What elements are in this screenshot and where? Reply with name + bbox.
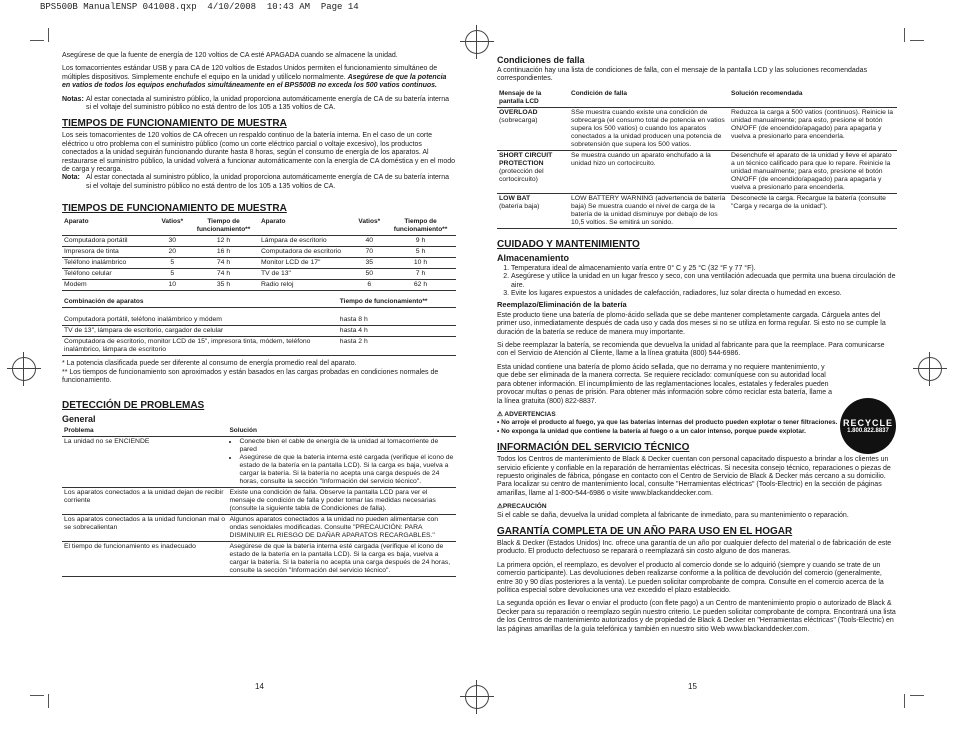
page-number: 14 (255, 682, 264, 691)
table-row (62, 514, 456, 541)
caution-label: PRECAUCIÓN (502, 503, 547, 511)
col-header: Aparato (62, 217, 157, 236)
table-row (62, 236, 456, 247)
cell: 9 h (385, 236, 456, 247)
cell: Modem (62, 280, 157, 291)
cell: Se muestra cuando un aparato enchufado a la unidad hizo un cortocircuito. (569, 150, 729, 193)
paragraph: Todos los Centros de mantenimiento de Black & Decker cuentan con personal capacitado dispuesto a brindar a los clientes un servicio eficiente y confiable en la reparación de herramientas eléctricas. Si necesita consejo técnico, reparaciones o piezas de repuesto originales de fábrica, póngase en contacto con el Centro de Servicio de Black & Decker más cercano a su domicilio. Para localizar su centro de mantenimiento local, consulte "Herramientas eléctricas" (Tools-Electric) en la sección de páginas amarillas, llame al 1-800-544-6986 o visite www.blackanddecker.com. (497, 456, 891, 497)
section-heading: CUIDADO Y MANTENIMIENTO (497, 238, 640, 250)
crop-mark (904, 694, 905, 708)
table-row (62, 247, 456, 258)
section-heading: GARANTÍA COMPLETA DE UN AÑO PARA USO EN EL HOGAR (497, 525, 793, 537)
subheading: Condiciones de falla (497, 55, 585, 65)
cell: Asegúrese de que la batería interna esté cargada (verifique el icono de estado de la batería en la pantalla LCD). Si la carga es baja, vuelva a cargar la batería. Si la batería no acepta una carga después de 24 horas, consulte la sección "Información del servicio técnico". (227, 541, 456, 576)
cell: hasta 2 h (338, 337, 456, 356)
registration-mark (465, 685, 489, 709)
note (62, 174, 456, 191)
note-label: Nota: (62, 174, 80, 182)
cell: Reduzca la carga a 500 vatios (continuos). Reinicie la unidad manualmente; para esto, presione el botón ON/OFF (de encendido/apagado) para apagarla y vuelva a presionarlo para encenderla. (729, 107, 897, 150)
cell: 30 (157, 236, 189, 247)
col-header: Solución recomendada (729, 89, 897, 108)
cell: Computadora portátil (62, 236, 157, 247)
cell: 5 (157, 269, 189, 280)
crop-mark (30, 695, 44, 696)
section-heading: DETECCIÓN DE PROBLEMAS (62, 399, 205, 411)
paragraph: La segunda opción es llevar o enviar el producto (con flete pago) a un Centro de mantenimiento propio o autorizado de Black & Decker para su reparación o reemplazo según nuestro criterio. Le pueden solicitar comprobante de compra. Encontrará una lista de los Centros de mantenimiento autorizados y de propiedad de Black & Decker en "Herramientas eléctricas" (Tools-Electric) en las páginas amarillas de la guía telefónica y también en nuestro sitio Web www.blackanddecker.com. (497, 600, 896, 633)
cell (497, 107, 569, 150)
section-heading: TIEMPOS DE FUNCIONAMIENTO DE MUESTRA (62, 203, 287, 215)
paragraph: La primera opción, el reemplazo, es devolver el producto al comercio donde se lo adquirió (siempre y cuando se trate de un comercio participante). Las devoluciones deben realizarse conforme a la política de devolución del comercio (generalmente, entre 30 y 90 días posteriores a la venta). Le pueden solicitar comprobante de compra. Consulte en el comercio acerca de la política especial sobre devoluciones una vez excedido el plazo establecido. (497, 561, 884, 594)
cell: El tiempo de funcionamiento es inadecuado (62, 541, 227, 576)
cell: hasta 4 h (338, 326, 456, 337)
cell: 5 (157, 258, 189, 269)
table-row (62, 541, 456, 576)
file-header: BPS500B ManualENSP 041008.qxp 4/10/2008 10:43 AM Page 14 (40, 2, 359, 12)
right-page (497, 52, 897, 639)
cell: 5 h (385, 247, 456, 258)
recycle-seal-text: RECYCLE (842, 418, 893, 428)
left-page (62, 52, 456, 577)
footnote: ** Los tiempos de funcionamiento son aproximados y están basados en las cargas probadas en condiciones normales de funcionamiento. (62, 368, 439, 385)
cell: 74 h (188, 258, 259, 269)
cell: hasta 8 h (338, 308, 456, 326)
recycle-seal-icon (840, 398, 896, 454)
cell: Desconecte la carga. Recargue la batería (consulte "Carga y recarga de la unidad"). (729, 193, 897, 228)
note-text: Al estar conectada al suministro público, la unidad proporciona automáticamente energía de CA de su batería interna si el voltaje del suministro público no está dentro de los 105 a 135 voltios de CA. (86, 95, 450, 112)
col-header: Condición de falla (569, 89, 729, 108)
cell: Teléfono celular (62, 269, 157, 280)
cell: 10 h (385, 258, 456, 269)
lcd-message: SHORT CIRCUIT PROTECTION (499, 151, 553, 167)
warning-text: No exponga la unidad que contiene la batería al fuego o a un calor intenso, porque puede explotar. (501, 427, 806, 435)
cell: Radio reloj (259, 280, 354, 291)
cell: Impresora de tinta (62, 247, 157, 258)
table-row (497, 107, 897, 150)
crop-mark (30, 40, 44, 41)
col-header: Tiempo de funcionamiento** (188, 217, 259, 236)
cell: Desenchufe el aparato de la unidad y lleve el aparato a un técnico calificado para que lo repare. Reinicie la unidad manualmente; para esto, presione el botón ON/OFF (de encendido/apagado) para apagarla y vuelva a presionarlo para encenderla. (729, 150, 897, 193)
registration-mark (918, 357, 942, 381)
crop-mark (910, 695, 924, 696)
table-row (62, 326, 456, 337)
table-row (62, 280, 456, 291)
cell: 16 h (188, 247, 259, 258)
note (62, 96, 456, 113)
col-header: Tiempo de funcionamiento** (338, 297, 456, 308)
cell: Computadora portátil, teléfono inalámbrico y módem (62, 308, 338, 326)
cell: 50 (354, 269, 386, 280)
registration-mark (12, 357, 36, 381)
storage-list (497, 265, 897, 299)
lcd-message: LOW BAT (499, 194, 531, 202)
paragraph: Los seis tomacorrientes de 120 voltios de CA ofrecen un respaldo continuo de la batería interna. En el caso de un corte eléctrico u otro problema con el suministro público (como un corte eléctrico parcial o voltaje excesivo), los productos conectados a la unidad seguirán funcionando durante hasta 8 horas, según el consumo de energía de los aparatos. Al restaurarse el suministro público, la unidad volverá a funcionar automáticamente con la energía de CA doméstica y en el modo de carga y recarga. (62, 132, 455, 174)
cell: La unidad no se ENCIENDE (62, 436, 227, 487)
paragraph: Asegúrese de que la fuente de energía de 120 voltios de CA esté APAGADA cuando se almacene la unidad. (62, 52, 398, 59)
paragraph: Esta unidad contiene una batería de plomo ácido sellada, que no derrama y no requiere mantenimiento, y que debe ser eliminada de la manera correcta. Se requiere reciclado: comuníquese con su autoridad local para obtener información. El incumplimiento de las reglamentaciones locales, estatales y federales pueden provocar multas o penas de prisión. Para obtener más información sobre cómo reciclar esta batería, llame a la línea gratuita (800) 822-8837. (497, 363, 832, 405)
paragraph: A continuación hay una lista de condiciones de falla, con el mensaje de la pantalla LCD y las soluciones recomendadas correspondientes. (497, 67, 868, 83)
cell: Algunos aparatos conectados a la unidad no pueden alimentarse con ondas senoidales modificadas. Consulte "PRECAUCIÓN: PARA DISMINUIR EL RIESGO DE DAÑAR APARATOS RECARGABLES." (227, 514, 456, 541)
col-header: Vatios* (157, 217, 189, 236)
cell: 20 (157, 247, 189, 258)
warning-text: No arroje el producto al fuego, ya que las baterías internas del producto pueden explotar o tener filtraciones. (501, 419, 838, 427)
note-text: Al estar conectada al suministro público, la unidad proporciona automáticamente energía de CA de su batería interna si el voltaje del suministro público no está dentro de los 105 a 135 voltios de CA. (86, 174, 450, 190)
col-header: Problema (62, 426, 227, 437)
paragraph: Este producto tiene una batería de plomo-ácido sellada que se debe mantener completamente cargada. Cárguela antes del primer uso, inmediatamente después de cada uso y cada dos meses si no se utiliza en forma regular. Si esto no se cumple la duración de la batería se reduce de manera muy importante. (497, 311, 886, 336)
list-item: • Asegúrese de que la batería interna esté cargada (verifique el icono de estado de la batería en la pantalla LCD). Si la carga es baja, vuelva a cargar la batería. Si la batería no acepta una carga después de 24 horas, consulte la sección "Información del servicio técnico". (239, 454, 454, 486)
cell (497, 193, 569, 228)
list-item: 2. Asegúrese y utilice la unidad en un lugar fresco y seco, con una ventilación adecuada que permita una buena circulación de aire. (511, 273, 897, 290)
cell: Los aparatos conectados a la unidad dejan de recibir corriente (62, 487, 227, 514)
list-item: 3. Evite los lugares expuestos a unidades de calefacción, radiadores, luz solar directa o humedad en exceso. (511, 290, 897, 298)
cell: 35 h (188, 280, 259, 291)
col-header: Tiempo de funcionamiento** (385, 217, 456, 236)
cell: 62 h (385, 280, 456, 291)
cell: 35 (354, 258, 386, 269)
fault-table (497, 89, 897, 229)
table-row (62, 269, 456, 280)
cell (227, 436, 456, 487)
crop-mark (48, 694, 49, 708)
col-header: Solución (227, 426, 456, 437)
cell: TV de 13", lámpara de escritorio, cargador de celular (62, 326, 338, 337)
cell: Los aparatos conectados a la unidad funcionan mal o se sobrecalientan (62, 514, 227, 541)
cell: 6 (354, 280, 386, 291)
section-heading: TIEMPOS DE FUNCIONAMIENTO DE MUESTRA (62, 118, 287, 130)
cell: Teléfono inalámbrico (62, 258, 157, 269)
warning-item: • No arroje el producto al fuego, ya que las baterías internas del producto pueden explotar o tener filtraciones. (497, 419, 838, 427)
cell: LOW BATTERY WARNING (advertencia de batería baja) Se muestra cuando el nivel de carga de la batería de la unidad disminuye por debajo de los 10,5 voltios. Se emitirá un sonido. (569, 193, 729, 228)
cell: 12 h (188, 236, 259, 247)
col-header: Mensaje de la pantalla LCD (497, 89, 569, 108)
runtime-table (62, 217, 456, 291)
cell: 7 h (385, 269, 456, 280)
cell: 70 (354, 247, 386, 258)
cell: Monitor LCD de 17" (259, 258, 354, 269)
footnote: * La potencia clasificada puede ser diferente al consumo de energía promedio real del aparato. (62, 360, 357, 368)
warning-heading (497, 411, 897, 419)
bold-text: Asegúrese de que la potencia en vatios de todos los equipos enchufados simultáneamente en el BPS500B no exceda los 500 vatios continuos. (62, 73, 447, 90)
registration-mark (465, 30, 489, 54)
text: Los tomacorrientes estándar USB y para CA de 120 voltios de Estados Unidos permiten el funcionamiento simultáneo de múltiples dispositivos. Simplemente enchufe el equipo en la unidad y utilícelo normalmente. (62, 65, 438, 81)
table-row (497, 150, 897, 193)
cell: Computadora de escritorio (259, 247, 354, 258)
subheading: Reemplazo/Eliminación de la batería (497, 300, 627, 310)
cell: 10 (157, 280, 189, 291)
lcd-message-translation: (batería baja) (499, 202, 540, 210)
crop-mark (48, 28, 49, 42)
lcd-message: OVERLOAD (499, 108, 538, 116)
cell: 74 h (188, 269, 259, 280)
table-row (62, 308, 456, 326)
caution-heading (497, 503, 897, 511)
troubleshooting-table (62, 426, 456, 577)
combination-table (62, 297, 456, 356)
col-header: Aparato (259, 217, 354, 236)
table-row (62, 436, 456, 487)
page-number: 15 (688, 682, 697, 691)
table-row (62, 258, 456, 269)
subheading: General (62, 413, 96, 424)
cell: SSe muestra cuando existe una condición de sobrecarga (el consumo total de potencia en vatios supera los 500 vatios) o cuando los aparatos conectados a la unidad producen una potencia de sobretensión que supera los 500 vatios. (569, 107, 729, 150)
paragraph: Si debe reemplazar la batería, se recomienda que devuelva la unidad al fabricante para que la reemplace. Para comunicarse con el Servicio de Atención al Cliente, llame a la línea gratuita (800) 544-6986. (497, 342, 885, 358)
cell: Existe una condición de falla. Observe la pantalla LCD para ver el mensaje de condición de falla y poder tomar las medidas necesarias (consulte la siguiente tabla de Condiciones de falla). (227, 487, 456, 514)
col-header: Combinación de aparatos (62, 297, 338, 308)
recycle-seal-phone: 1.800.822.8837 (847, 428, 889, 434)
crop-mark (904, 28, 905, 42)
caution-icon: ⚠ (497, 503, 503, 511)
col-header: Vatios* (354, 217, 386, 236)
list-item: 1. Temperatura ideal de almacenamiento varía entre 0° C y 25 °C (32 °F y 77 °F). (511, 265, 897, 273)
subheading: Almacenamiento (497, 252, 570, 263)
cell: Computadora de escritorio, monitor LCD de 15", impresora tinta, módem, teléfono inalámbrico, lámpara de escritorio (62, 337, 338, 356)
cell (497, 150, 569, 193)
paragraph (62, 65, 456, 90)
table-row (497, 193, 897, 228)
crop-mark (910, 40, 924, 41)
cell: TV de 13" (259, 269, 354, 280)
paragraph: Black & Decker (Estados Unidos) Inc. ofrece una garantía de un año por cualquier defecto del material o de fabricación de este producto. El producto defectuoso se reparará o reemplazará sin costo alguno de dos maneras. (497, 539, 892, 556)
table-row (62, 487, 456, 514)
section-heading: INFORMACIÓN DEL SERVICIO TÉCNICO (497, 442, 690, 454)
warning-label: ADVERTENCIAS (504, 410, 556, 418)
list-item: • Conecte bien el cable de energía de la unidad al tomacorriente de pared (239, 438, 454, 454)
warning-icon: ⚠ (497, 410, 503, 418)
cell: Lámpara de escritorio (259, 236, 354, 247)
warning-item: • No exponga la unidad que contiene la batería al fuego o a un calor intenso, porque puede explotar. (497, 427, 806, 435)
lcd-message-translation: (sobrecarga) (499, 116, 538, 124)
table-row (62, 337, 456, 356)
paragraph: Si el cable se daña, devuelva la unidad completa al fabricante de inmediato, para su mantenimiento o reparación. (497, 511, 849, 519)
note-label: Notas: (62, 95, 84, 103)
lcd-message-translation: (protección del cortocircuito) (499, 167, 544, 183)
cell: 40 (354, 236, 386, 247)
